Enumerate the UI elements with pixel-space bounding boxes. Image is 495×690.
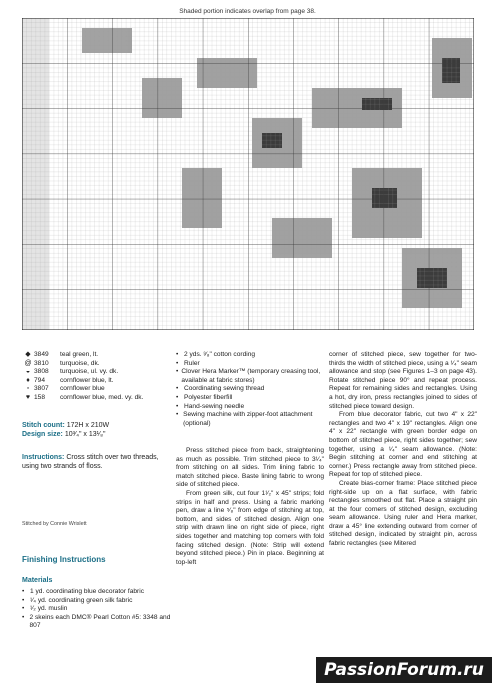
legend-row (22, 368, 174, 377)
legend-row (22, 377, 174, 386)
stitcher-credit: Stitched by Connie Wrislett (22, 521, 87, 527)
stitch-count-value: 172H x 210W (66, 422, 110, 429)
legend-name: cornflower blue (60, 385, 105, 393)
materials-title: Materials (22, 577, 53, 584)
legend-name: teal green, lt. (60, 351, 99, 358)
legend-symbol: ♦ (26, 376, 30, 384)
materials-list (22, 588, 174, 631)
supplies-list (176, 351, 324, 428)
legend-code: 794 (34, 376, 46, 384)
paragraph: From blue decorator fabric, cut two 4" x 22" rectangles and two 4" x 19" rectangles. Align one 4" x 22" rectangle with green border edge on bottom of stitched piece, right sides together; sew together, using a ¹⁄₄" seam allowance. (Note: Begin stitching at corner and end stitching at corner.) Press rectangle away from stitched piece. Repeat for top of stitched piece. (329, 411, 477, 479)
list-item: • Ruler (176, 359, 200, 367)
legend-symbol: ▫ (26, 385, 30, 393)
list-item: • Clover Hera Marker™ (temporary creasing tool, available at fabric stores) (176, 368, 321, 384)
list-item: • Coordinating sewing thread (176, 385, 265, 393)
legend-name: turquoise, dk. (60, 359, 100, 367)
list-item: • ¹⁄₂ yd. muslin (22, 605, 68, 613)
design-size-label: Design size: (22, 431, 63, 438)
list-item: • Sewing machine with zipper-foot attachment (optional) (176, 411, 313, 427)
watermark: PassionForum.ru (316, 657, 492, 683)
legend-code: 3808 (34, 368, 49, 376)
list-item: • 2 yds. ³⁄₈" cotton cording (176, 351, 256, 358)
finishing-text-column-2 (176, 447, 324, 567)
list-item: • 2 skeins each DMC® Pearl Cotton #5: 3348 and 807 (22, 613, 171, 630)
legend-symbol: ♥ (25, 393, 31, 401)
paragraph: Create bias-corner frame: Place stitched piece right-side up on a flat surface, with fabric rectangles smoothed out flat. Place a straight pin at the four corners of stitched design, excluding seam allowance. Using ruler and Hera marker, draw a 45° line extending outward from corner of stitched design, indicated by straight pin, across fabric rectangles (see Mitered (329, 479, 477, 548)
finishing-title: Finishing Instructions (22, 555, 106, 564)
cross-stitch-chart (22, 18, 474, 330)
paragraph: Press stitched piece from back, straightening as much as possible. Trim stitched piece to 3¹⁄₄" from stitching on all sides. Trim lining fabric to match stitched piece. Baste lining fabric to wrong side of stitched piece. (176, 447, 324, 489)
legend-code: 158 (34, 393, 46, 401)
paragraph: corner of stitched piece, sew together for two-thirds the width of stitched piece, using a ¹⁄₄" seam allowance and stop (see Figures 1–3 on page 43). Rotate stitched piece 90° and repeat process. Repeat for remaining sides and rectangles. Using a hot, dry iron, press rectangles joined to sides of stitched piece toward design. (329, 351, 477, 410)
floss-legend (22, 351, 174, 403)
design-size-value: 10³⁄₄" x 13¹⁄₈" (64, 431, 106, 438)
paragraph: From green silk, cut four 1¹⁄₂" x 45" strips; fold strips in half and press. Using a fabric marking pen, draw a line ⁵⁄₈" from edge of stitching at top, bottom, and sides of stitched design. Align one strip with drawn line on right side of piece, right sides together and matching top corners with fold facing stitched design. (Note: Strip will extend beyond stitched piece.) Pin in place. Beginning at top-left (176, 489, 324, 566)
legend-name: turquoise, ul. vy. dk. (60, 368, 119, 376)
instructions-label: Instructions: (22, 454, 65, 461)
stitch-info (22, 421, 172, 439)
chart-caption: Shaded portion indicates overlap from page 38. (179, 8, 316, 15)
list-item: • ¹⁄₄ yd. coordinating green silk fabric (22, 596, 133, 604)
legend-symbol: ◆ (25, 351, 31, 358)
legend-symbol: ◒ (25, 368, 31, 376)
legend-row (22, 394, 174, 403)
list-item: • Hand-sewing needle (176, 402, 245, 410)
list-item: • 1 yd. coordinating blue decorator fabric (22, 588, 144, 595)
legend-name: cornflower blue, lt. (60, 376, 114, 384)
legend-row (22, 360, 174, 369)
finishing-text-column-3 (329, 351, 477, 549)
legend-code: 3849 (34, 351, 49, 358)
list-item: • Polyester fiberfill (176, 393, 233, 401)
legend-name: cornflower blue, med. vy. dk. (60, 393, 144, 401)
legend-row (22, 385, 174, 394)
legend-code: 3810 (34, 359, 49, 367)
legend-code: 3807 (34, 385, 49, 393)
stitch-count-label: Stitch count: (22, 422, 65, 429)
instructions (22, 453, 174, 471)
instructions-text: Cross stitch over two threads, using two strands of floss. (22, 454, 159, 471)
legend-row (22, 351, 174, 360)
legend-symbol: @ (24, 359, 32, 367)
